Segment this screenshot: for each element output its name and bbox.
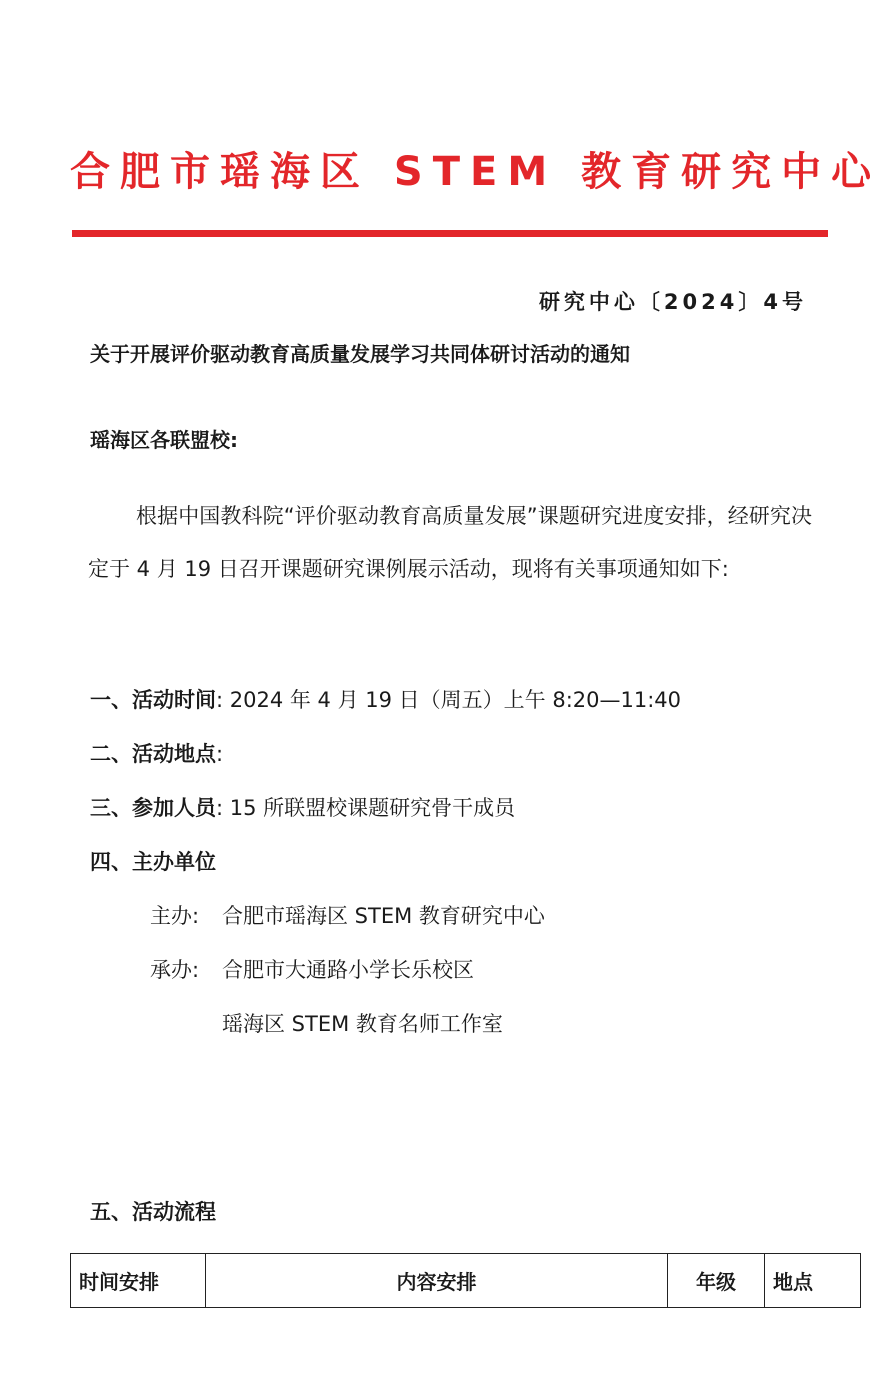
table-header-time: 时间安排	[71, 1254, 206, 1308]
activity-place-label: 二、活动地点	[90, 742, 216, 766]
organizer-label: 四、主办单位	[90, 850, 216, 874]
notice-body-paragraph: 根据中国教科院“评价驱动教育高质量发展”课题研究进度安排，经研究决定于 4 月 19 日召开课题研究课例展示活动，现将有关事项通知如下:	[88, 504, 812, 581]
co-organizer-value-2: 瑶海区 STEM 教育名师工作室	[222, 1012, 503, 1036]
org-title: 合肥市瑶海区 STEM 教育研究中心	[70, 149, 882, 195]
table-header-content: 内容安排	[206, 1254, 668, 1308]
co-organizer-value-1: 合肥市大通路小学长乐校区	[222, 958, 474, 982]
table-header-grade: 年级	[668, 1254, 765, 1308]
host-value: 合肥市瑶海区 STEM 教育研究中心	[222, 904, 545, 928]
activity-time-item	[90, 684, 681, 714]
notice-title: 关于开展评价驱动教育高质量发展学习共同体研讨活动的通知	[90, 342, 630, 366]
activity-flow-label: 五、活动流程	[90, 1200, 216, 1224]
addressee: 瑶海区各联盟校:	[90, 428, 238, 452]
table-header-row	[71, 1254, 861, 1308]
activity-flow-table	[70, 1253, 861, 1308]
participants-label: 三、参加人员	[90, 796, 216, 820]
activity-flow-item	[90, 1196, 216, 1226]
participants-value: : 15 所联盟校课题研究骨干成员	[216, 796, 516, 820]
document-number: 研究中心〔2024〕4号	[538, 290, 807, 314]
co-organizer-prefix: 承办:	[150, 958, 200, 982]
activity-place-value: :	[216, 742, 224, 766]
red-divider-rule	[72, 230, 828, 237]
host-prefix: 主办:	[150, 904, 200, 928]
table-header-place: 地点	[765, 1254, 861, 1308]
organizer-item	[90, 846, 216, 876]
activity-time-label: 一、活动时间	[90, 688, 216, 712]
activity-place-item	[90, 738, 223, 768]
participants-item	[90, 792, 515, 822]
activity-time-value: : 2024 年 4 月 19 日（周五）上午 8:20—11:40	[216, 688, 682, 712]
